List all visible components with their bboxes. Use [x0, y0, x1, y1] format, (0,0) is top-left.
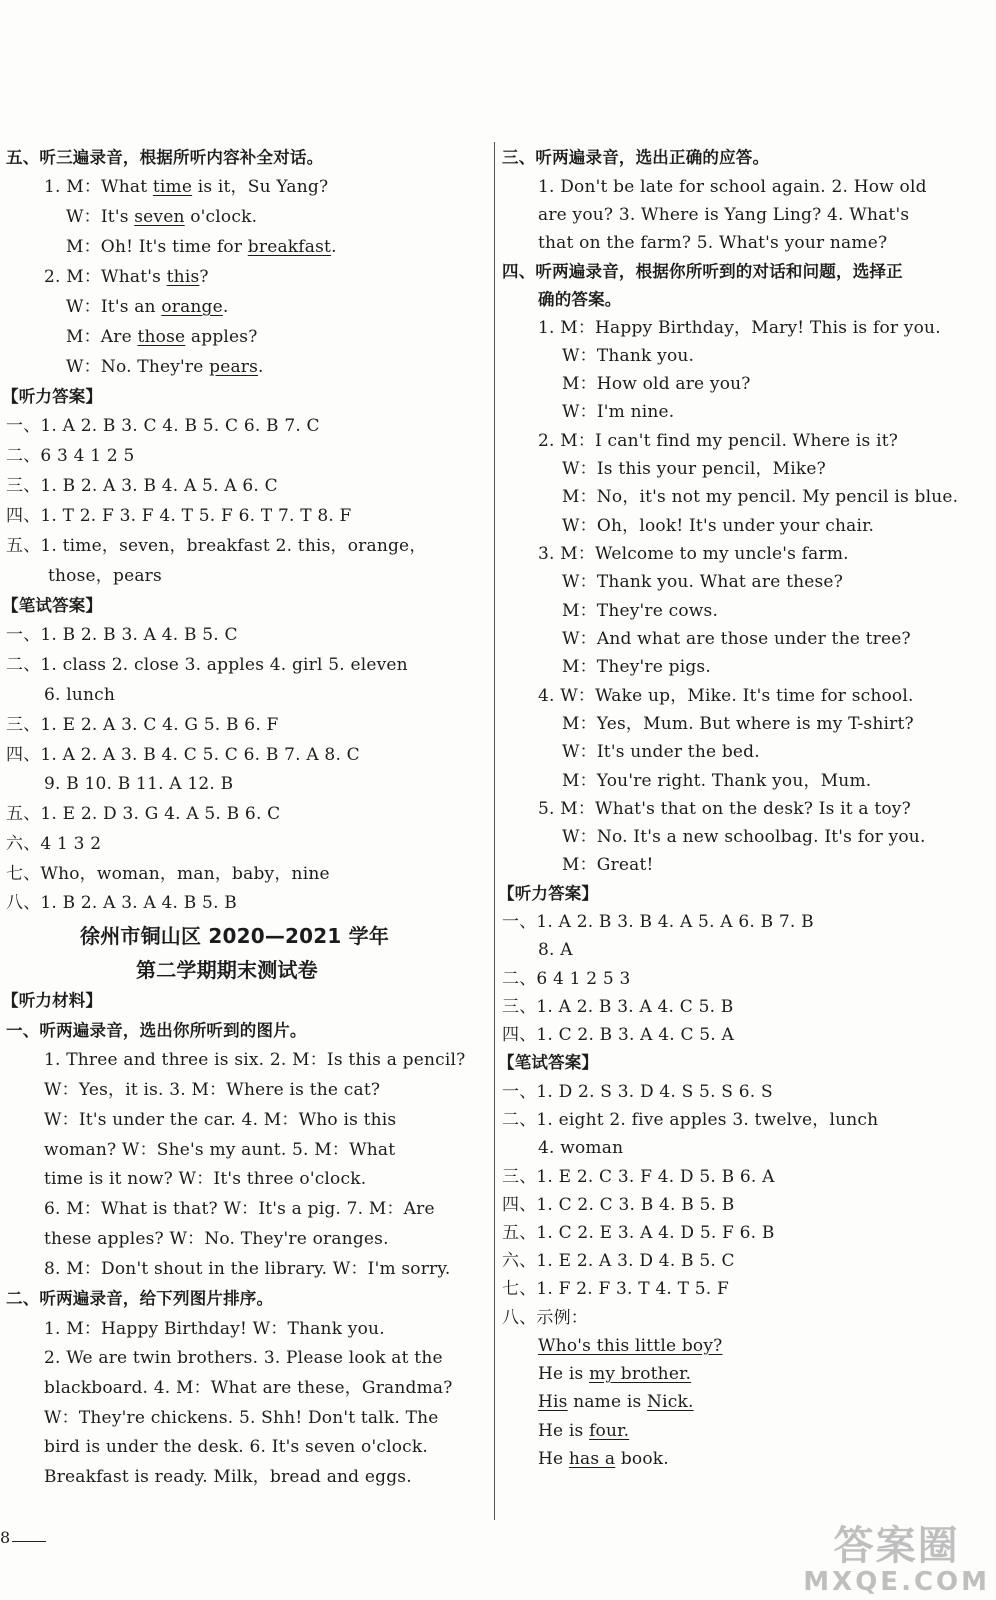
answer-heading: 【听力答案】 — [2, 387, 103, 406]
page-number: 8 — [0, 1528, 11, 1547]
answer-line: 四、1. T 2. F 3. F 4. T 5. F 6. T 7. T 8. F — [6, 506, 352, 526]
answer-line: 五、1. E 2. D 3. G 4. A 5. B 6. C — [6, 804, 281, 824]
example-line: Who's this little boy? — [538, 1336, 723, 1356]
answer-line: 6. lunch — [44, 685, 116, 705]
material-line: time is it now? W：It's three o'clock. — [44, 1169, 367, 1189]
material-line: blackboard. 4. M：What are these，Grandma? — [44, 1378, 453, 1398]
dialogue-line: M：They're pigs. — [562, 657, 711, 677]
dialogue-line: W：Is this your pencil，Mike? — [562, 459, 826, 479]
material-line: 1. Don't be late for school again. 2. How old — [538, 177, 927, 197]
answer-line: 一、1. D 2. S 3. D 4. S 5. S 6. S — [502, 1082, 773, 1102]
dialogue-line: 1. M：What time is it，Su Yang? — [44, 177, 329, 197]
exam-title: 徐州市铜山区 2020—2021 学年 — [80, 924, 390, 948]
answer-line: 三、1. E 2. C 3. F 4. D 5. B 6. A — [502, 1167, 775, 1187]
material-line: 1. M：Happy Birthday! W：Thank you. — [44, 1319, 385, 1339]
answer-line: 二、6 3 4 1 2 5 — [6, 446, 135, 466]
material-line: W：Yes，it is. 3. M：Where is the cat? — [44, 1080, 381, 1100]
section-heading: 二、听两遍录音，给下列图片排序。 — [6, 1289, 274, 1308]
answer-line: 四、1. C 2. B 3. A 4. C 5. A — [502, 1025, 734, 1045]
answer-line: 4. woman — [538, 1138, 624, 1158]
material-line: woman? W：She's my aunt. 5. M：What — [44, 1140, 396, 1160]
filled-blank: time — [152, 177, 193, 197]
answer-line: 四、1. C 2. C 3. B 4. B 5. B — [502, 1195, 735, 1215]
section-heading: 确的答案。 — [538, 290, 622, 309]
material-line: 6. M：What is that? W：It's a pig. 7. M：Are — [44, 1199, 435, 1219]
material-line: are you? 3. Where is Yang Ling? 4. What's — [538, 205, 910, 225]
dialogue-line: W：And what are those under the tree? — [562, 629, 911, 649]
dialogue-line: W：It's an orange. — [66, 297, 229, 317]
material-line: 8. M：Don't shout in the library. W：I'm sorry. — [44, 1259, 451, 1279]
material-line: W：It's under the car. 4. M：Who is this — [44, 1110, 397, 1130]
answer-line: 8. A — [538, 940, 573, 960]
filled-blank: this — [166, 267, 200, 287]
dialogue-line: 5. M：What's that on the desk? Is it a toy? — [538, 799, 911, 819]
dialogue-line: W：No. It's a new schoolbag. It's for you. — [562, 827, 926, 847]
dialogue-line: 2. M：What's this? — [44, 267, 209, 287]
filled-blank: pears — [209, 357, 259, 377]
answer-line: 二、1. class 2. close 3. apples 4. girl 5. eleven — [6, 655, 408, 675]
material-line: bird is under the desk. 6. It's seven o'clock. — [44, 1437, 428, 1457]
watermark-logo-text: 答案圈 — [833, 1523, 960, 1569]
answer-line: 9. B 10. B 11. A 12. B — [44, 774, 234, 794]
answer-line: 三、1. B 2. A 3. B 4. A 5. A 6. C — [6, 476, 278, 496]
material-line: W：They're chickens. 5. Shh! Don't talk. The — [44, 1408, 439, 1428]
answer-line: 二、6 4 1 2 5 3 — [502, 969, 631, 989]
filled-blank: orange — [161, 297, 223, 317]
answer-line: 一、1. A 2. B 3. C 4. B 5. C 6. B 7. C — [6, 416, 320, 436]
filled-blank: breakfast — [247, 237, 332, 257]
section-heading: 五、听三遍录音，根据所听内容补全对话。 — [6, 148, 324, 167]
dialogue-line: M：Yes，Mum. But where is my T-shirt? — [562, 714, 914, 734]
answer-line: 八、示例： — [502, 1308, 588, 1328]
answer-heading: 【笔试答案】 — [498, 1053, 599, 1072]
dialogue-line: M：No，it's not my pencil. My pencil is blue. — [562, 487, 959, 507]
answer-line: 六、4 1 3 2 — [6, 834, 102, 854]
answer-heading: 【听力答案】 — [498, 884, 599, 903]
section-heading: 四、听两遍录音，根据你所听到的对话和问题，选择正 — [502, 262, 903, 281]
material-line: that on the farm? 5. What's your name? — [538, 233, 888, 253]
dialogue-line: 1. M：Happy Birthday，Mary! This is for you. — [538, 318, 941, 338]
answer-line: 二、1. eight 2. five apples 3. twelve，lunch — [502, 1110, 879, 1130]
filled-blank: seven — [134, 207, 185, 227]
watermark-url: MXQE.COM — [803, 1567, 990, 1597]
answer-line: 七、1. F 2. F 3. T 4. T 5. F — [502, 1279, 729, 1299]
dialogue-line: M：How old are you? — [562, 374, 751, 394]
material-line: 2. We are twin brothers. 3. Please look at the — [44, 1348, 443, 1368]
dialogue-line: W：It's seven o'clock. — [66, 207, 258, 227]
dialogue-line: W：It's under the bed. — [562, 742, 760, 762]
answer-line: 八、1. B 2. A 3. A 4. B 5. B — [6, 893, 237, 913]
watermark — [803, 1524, 990, 1596]
material-line: 1. Three and three is six. 2. M：Is this a pencil? — [44, 1050, 466, 1070]
dialogue-line: W：Thank you. What are these? — [562, 572, 844, 592]
dialogue-line: 4. W：Wake up，Mike. It's time for school. — [538, 686, 914, 706]
dialogue-line: M：Great! — [562, 855, 654, 875]
dialogue-line: M：Oh! It's time for breakfast. — [66, 237, 337, 257]
filled-blank: those — [137, 327, 186, 347]
dialogue-line: 3. M：Welcome to my uncle's farm. — [538, 544, 849, 564]
answer-line: 三、1. E 2. A 3. C 4. G 5. B 6. F — [6, 715, 279, 735]
dialogue-line: W：Thank you. — [562, 346, 695, 366]
dialogue-line: W：Oh，look! It's under your chair. — [562, 516, 875, 536]
dialogue-line: W：I'm nine. — [562, 402, 675, 422]
answer-line: 七、Who，woman，man，baby，nine — [6, 864, 330, 884]
answer-line: 六、1. E 2. A 3. D 4. B 5. C — [502, 1251, 735, 1271]
answer-line: 一、1. A 2. B 3. B 4. A 5. A 6. B 7. B — [502, 912, 814, 932]
answer-line: 五、1. time，seven，breakfast 2. this，orange， — [6, 536, 427, 556]
dialogue-line: 2. M：I can't find my pencil. Where is it? — [538, 431, 899, 451]
material-line: Breakfast is ready. Milk，bread and eggs. — [44, 1467, 412, 1487]
dialogue-line: M：They're cows. — [562, 601, 719, 621]
answer-line: 三、1. A 2. B 3. A 4. C 5. B — [502, 997, 734, 1017]
material-line: these apples? W：No. They're oranges. — [44, 1229, 389, 1249]
answer-line: 五、1. C 2. E 3. A 4. D 5. F 6. B — [502, 1223, 775, 1243]
dialogue-line: M：Are those apples? — [66, 327, 258, 347]
section-heading: 一、听两遍录音，选出你所听到的图片。 — [6, 1021, 307, 1040]
column-divider — [494, 142, 495, 1520]
exam-subtitle: 第二学期期末测试卷 — [136, 958, 318, 982]
example-line: His name is Nick. — [538, 1392, 694, 1412]
dialogue-line: M：You're right. Thank you，Mum. — [562, 771, 872, 791]
answer-line: those，pears — [48, 566, 162, 586]
section-heading: 三、听两遍录音，选出正确的应答。 — [502, 148, 770, 167]
answer-line: 一、1. B 2. B 3. A 4. B 5. C — [6, 625, 238, 645]
page-footer-rule — [12, 1541, 46, 1542]
material-heading: 【听力材料】 — [2, 991, 103, 1010]
answer-line: 四、1. A 2. A 3. B 4. C 5. C 6. B 7. A 8. C — [6, 745, 360, 765]
example-line: He is four. — [538, 1421, 630, 1441]
example-line: He is my brother. — [538, 1364, 692, 1384]
dialogue-line: W：No. They're pears. — [66, 357, 264, 377]
answer-heading: 【笔试答案】 — [2, 596, 103, 615]
example-line: He has a book. — [538, 1449, 669, 1469]
